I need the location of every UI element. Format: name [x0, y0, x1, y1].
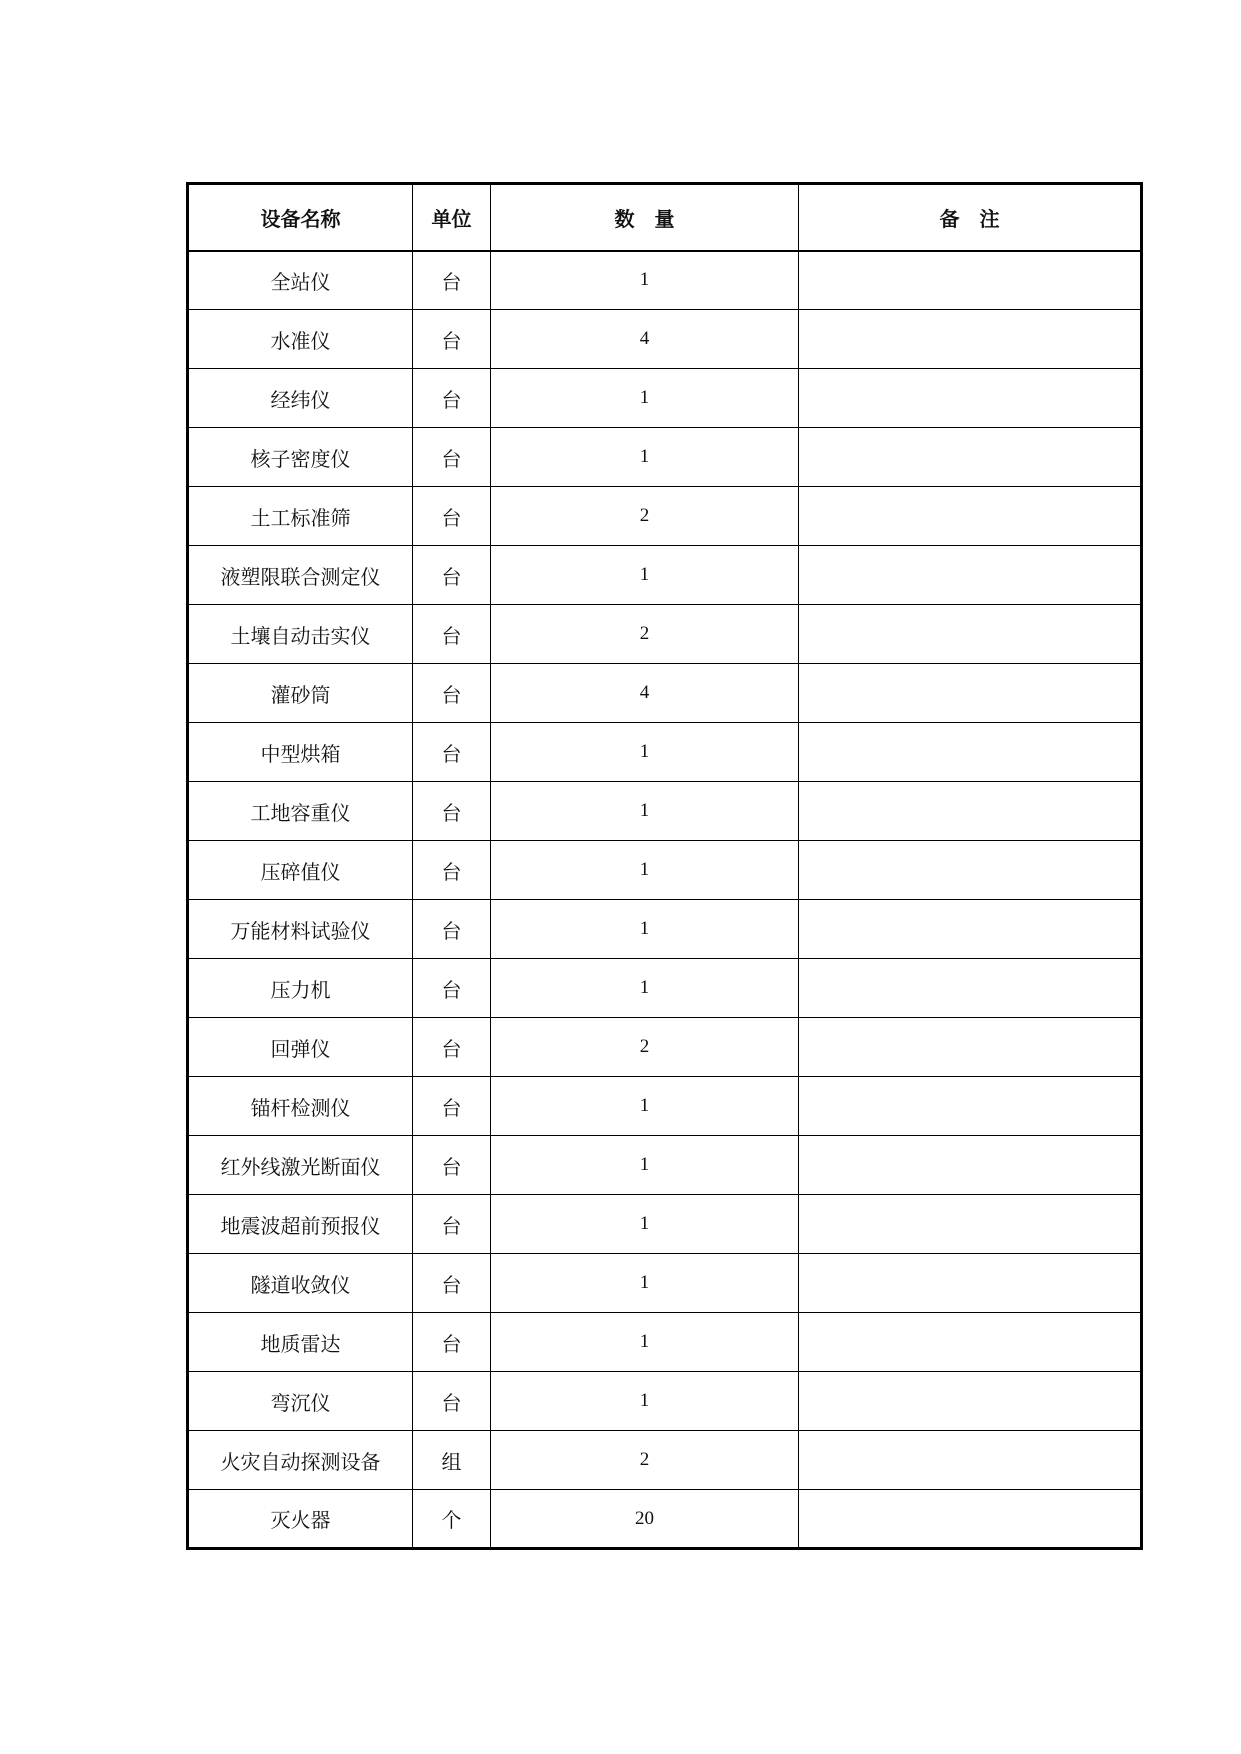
remarks-cell: [799, 1018, 1142, 1077]
quantity-cell: 1: [491, 1254, 799, 1313]
equipment-name-cell: 弯沉仪: [188, 1372, 413, 1431]
quantity-cell: 1: [491, 900, 799, 959]
equipment-name-cell: 液塑限联合测定仪: [188, 546, 413, 605]
equipment-name-cell: 灌砂筒: [188, 664, 413, 723]
remarks-cell: [799, 487, 1142, 546]
remarks-cell: [799, 841, 1142, 900]
table-row: [188, 900, 1142, 959]
quantity-cell: 4: [491, 310, 799, 369]
table-row: [188, 251, 1142, 310]
equipment-name-cell: 灭火器: [188, 1490, 413, 1549]
unit-cell: 台: [413, 369, 491, 428]
header-unit: 单位: [413, 184, 491, 251]
quantity-cell: 2: [491, 487, 799, 546]
remarks-cell: [799, 428, 1142, 487]
equipment-name-cell: 地质雷达: [188, 1313, 413, 1372]
equipment-name-cell: 隧道收敛仪: [188, 1254, 413, 1313]
table-row: [188, 782, 1142, 841]
quantity-cell: 1: [491, 1372, 799, 1431]
remarks-cell: [799, 1313, 1142, 1372]
quantity-cell: 1: [491, 251, 799, 310]
unit-cell: 台: [413, 546, 491, 605]
equipment-name-cell: 万能材料试验仪: [188, 900, 413, 959]
unit-cell: 台: [413, 664, 491, 723]
table-row: [188, 1490, 1142, 1549]
remarks-cell: [799, 1077, 1142, 1136]
header-quantity: 数 量: [491, 184, 799, 251]
equipment-name-cell: 回弹仪: [188, 1018, 413, 1077]
remarks-cell: [799, 605, 1142, 664]
remarks-cell: [799, 369, 1142, 428]
remarks-cell: [799, 1195, 1142, 1254]
quantity-cell: 1: [491, 959, 799, 1018]
equipment-name-cell: 锚杆检测仪: [188, 1077, 413, 1136]
unit-cell: 台: [413, 1195, 491, 1254]
quantity-cell: 4: [491, 664, 799, 723]
remarks-cell: [799, 1490, 1142, 1549]
quantity-cell: 2: [491, 605, 799, 664]
unit-cell: 台: [413, 959, 491, 1018]
unit-cell: 台: [413, 1254, 491, 1313]
table-row: [188, 1077, 1142, 1136]
equipment-name-cell: 土壤自动击实仪: [188, 605, 413, 664]
table-row: [188, 841, 1142, 900]
header-remarks: 备 注: [799, 184, 1142, 251]
table-row: [188, 959, 1142, 1018]
unit-cell: 台: [413, 1313, 491, 1372]
unit-cell: 台: [413, 1077, 491, 1136]
quantity-cell: 1: [491, 723, 799, 782]
quantity-cell: 1: [491, 369, 799, 428]
quantity-cell: 2: [491, 1431, 799, 1490]
unit-cell: 台: [413, 487, 491, 546]
remarks-cell: [799, 900, 1142, 959]
equipment-name-cell: 中型烘箱: [188, 723, 413, 782]
equipment-name-cell: 压碎值仪: [188, 841, 413, 900]
remarks-cell: [799, 1372, 1142, 1431]
quantity-cell: 1: [491, 1077, 799, 1136]
equipment-name-cell: 压力机: [188, 959, 413, 1018]
quantity-cell: 1: [491, 782, 799, 841]
unit-cell: 台: [413, 841, 491, 900]
remarks-cell: [799, 959, 1142, 1018]
table-row: [188, 1313, 1142, 1372]
quantity-cell: 1: [491, 1136, 799, 1195]
quantity-cell: 20: [491, 1490, 799, 1549]
table-row: [188, 546, 1142, 605]
remarks-cell: [799, 310, 1142, 369]
table-row: [188, 1136, 1142, 1195]
remarks-cell: [799, 546, 1142, 605]
remarks-cell: [799, 251, 1142, 310]
table-row: [188, 723, 1142, 782]
remarks-cell: [799, 723, 1142, 782]
unit-cell: 台: [413, 782, 491, 841]
quantity-cell: 1: [491, 546, 799, 605]
remarks-cell: [799, 1136, 1142, 1195]
unit-cell: 台: [413, 723, 491, 782]
table-row: [188, 605, 1142, 664]
table-row: [188, 487, 1142, 546]
equipment-name-cell: 火灾自动探测设备: [188, 1431, 413, 1490]
table-body: [188, 251, 1142, 1549]
unit-cell: 组: [413, 1431, 491, 1490]
equipment-name-cell: 核子密度仪: [188, 428, 413, 487]
unit-cell: 台: [413, 310, 491, 369]
quantity-cell: 2: [491, 1018, 799, 1077]
table-row: [188, 428, 1142, 487]
unit-cell: 台: [413, 1018, 491, 1077]
unit-cell: 个: [413, 1490, 491, 1549]
remarks-cell: [799, 664, 1142, 723]
equipment-table-container: [186, 182, 1140, 1550]
table-row: [188, 1195, 1142, 1254]
equipment-name-cell: 地震波超前预报仪: [188, 1195, 413, 1254]
equipment-table: [186, 182, 1143, 1550]
table-row: [188, 1372, 1142, 1431]
unit-cell: 台: [413, 1372, 491, 1431]
equipment-name-cell: 全站仪: [188, 251, 413, 310]
header-equipment-name: 设备名称: [188, 184, 413, 251]
remarks-cell: [799, 1431, 1142, 1490]
table-row: [188, 1018, 1142, 1077]
table-row: [188, 664, 1142, 723]
unit-cell: 台: [413, 900, 491, 959]
quantity-cell: 1: [491, 841, 799, 900]
table-row: [188, 310, 1142, 369]
unit-cell: 台: [413, 428, 491, 487]
equipment-name-cell: 水准仪: [188, 310, 413, 369]
remarks-cell: [799, 1254, 1142, 1313]
quantity-cell: 1: [491, 1313, 799, 1372]
table-header-row: [188, 184, 1142, 251]
equipment-name-cell: 土工标准筛: [188, 487, 413, 546]
equipment-name-cell: 工地容重仪: [188, 782, 413, 841]
equipment-name-cell: 红外线激光断面仪: [188, 1136, 413, 1195]
quantity-cell: 1: [491, 428, 799, 487]
table-row: [188, 1254, 1142, 1313]
table-row: [188, 1431, 1142, 1490]
remarks-cell: [799, 782, 1142, 841]
unit-cell: 台: [413, 605, 491, 664]
unit-cell: 台: [413, 251, 491, 310]
table-row: [188, 369, 1142, 428]
equipment-name-cell: 经纬仪: [188, 369, 413, 428]
quantity-cell: 1: [491, 1195, 799, 1254]
unit-cell: 台: [413, 1136, 491, 1195]
